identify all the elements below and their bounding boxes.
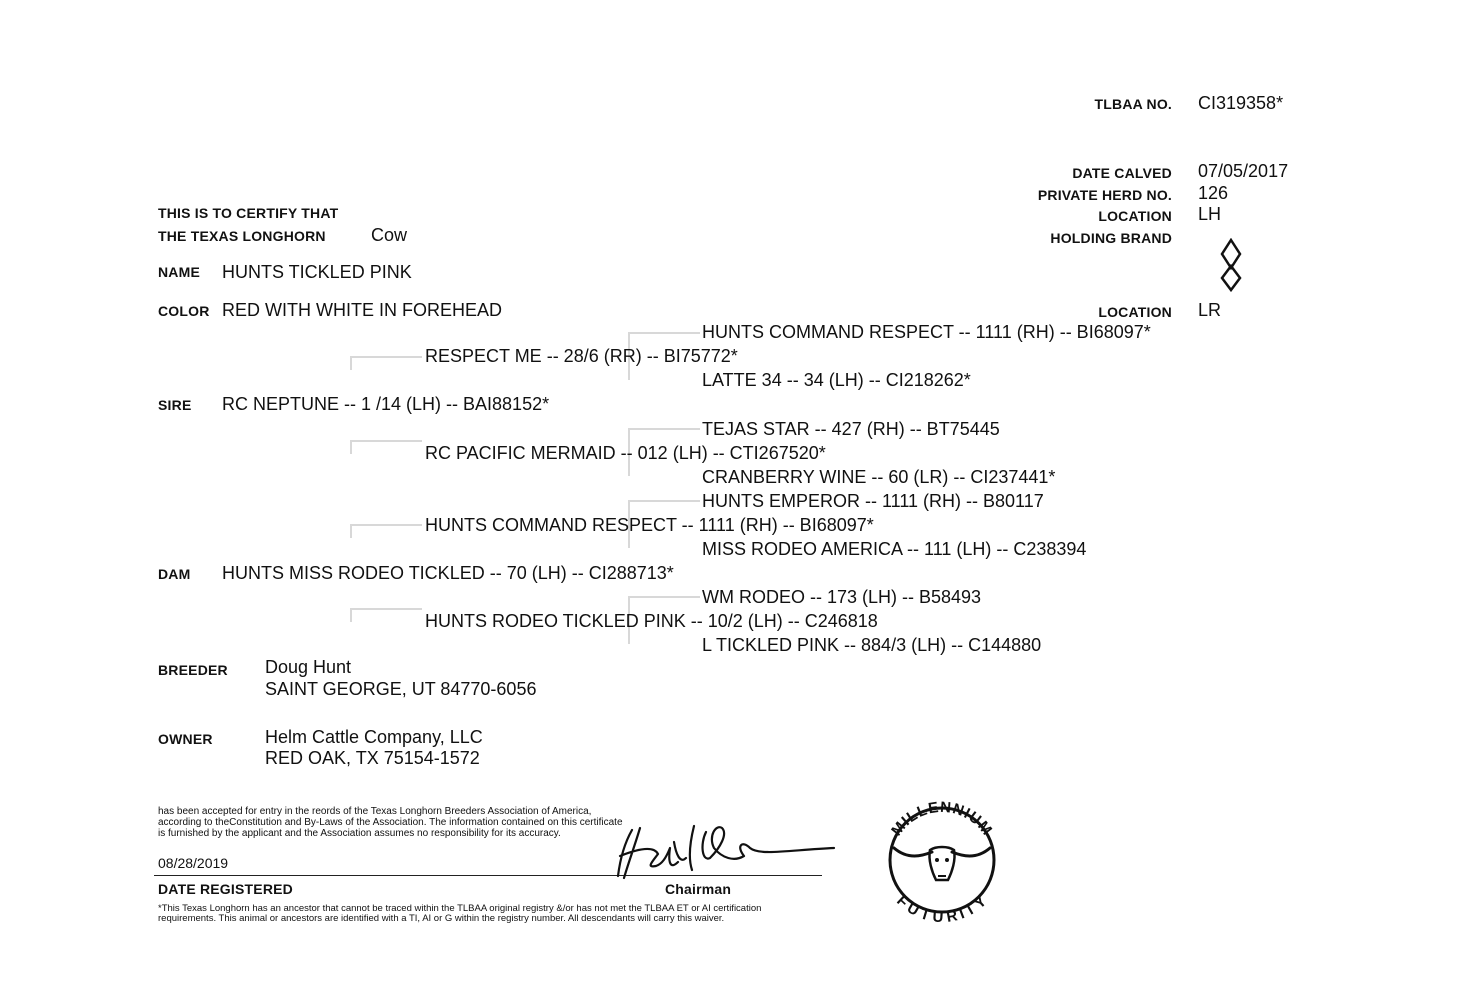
date-calved-label: DATE CALVED — [1072, 165, 1172, 181]
sire-label: SIRE — [158, 397, 192, 413]
tlbaa-no-label: TLBAA NO. — [1094, 96, 1172, 112]
breeder-label: BREEDER — [158, 662, 228, 678]
animal-sex: Cow — [371, 225, 408, 245]
waiver-note-line-2: requirements. This animal or ancestors are identified with a TI, AI or G within the registry number. All descendants will carry this waiver. — [158, 913, 725, 924]
seal-bottom-text: FUTURITY — [893, 892, 991, 927]
chairman-signature-icon — [610, 818, 840, 882]
sire-sire-dam: LATTE 34 -- 34 (LH) -- CI218262* — [702, 370, 971, 390]
date-registered-value: 08/28/2019 — [158, 855, 229, 871]
dam-sire-sire: HUNTS EMPEROR -- 1111 (RH) -- B80117 — [702, 491, 1044, 511]
certify-line-1: THIS IS TO CERTIFY THAT — [158, 205, 339, 221]
pedigree-connector — [350, 524, 422, 538]
pedigree-connector — [350, 356, 422, 370]
location-label: LOCATION — [1098, 208, 1172, 224]
tlbaa-no-value: CI319358* — [1198, 93, 1284, 113]
sire-dam-sire: TEJAS STAR -- 427 (RH) -- BT75445 — [702, 419, 1000, 439]
holding-brand-mark-icon — [1218, 238, 1244, 294]
animal-name: HUNTS TICKLED PINK — [222, 262, 412, 282]
location2-label: LOCATION — [1098, 304, 1172, 320]
dam-dam-sire: WM RODEO -- 173 (LH) -- B58493 — [702, 587, 982, 607]
owner-label: OWNER — [158, 731, 213, 747]
sire-sire: RESPECT ME -- 28/6 (RR) -- BI75772* — [425, 346, 738, 366]
acceptance-line-1: has been accepted for entry in the reords of the Texas Longhorn Breeders Association of America, — [158, 806, 592, 817]
dam-dam-dam: L TICKLED PINK -- 884/3 (LH) -- C144880 — [702, 635, 1042, 655]
acceptance-line-2: according to theConstitution and By-Laws of the Association. The information contained on this certificate — [158, 817, 623, 828]
dam-dam: HUNTS RODEO TICKLED PINK -- 10/2 (LH) -- C246818 — [425, 611, 878, 631]
location-value: LH — [1198, 204, 1222, 224]
seal-top-text: MILLENNIUM — [888, 798, 996, 840]
location2-value: LR — [1198, 300, 1222, 320]
sire: RC NEPTUNE -- 1 /14 (LH) -- BAI88152* — [222, 394, 550, 414]
certify-line-2: THE TEXAS LONGHORN — [158, 228, 326, 244]
breeder-name: Doug Hunt — [265, 657, 352, 677]
sire-dam-dam: CRANBERRY WINE -- 60 (LR) -- CI237441* — [702, 467, 1056, 487]
sire-dam: RC PACIFIC MERMAID -- 012 (LH) -- CTI267520* — [425, 443, 826, 463]
dam: HUNTS MISS RODEO TICKLED -- 70 (LH) -- CI288713* — [222, 563, 674, 583]
color-label: COLOR — [158, 303, 210, 319]
private-herd-label: PRIVATE HERD NO. — [1037, 187, 1172, 203]
millennium-futurity-seal-icon — [872, 790, 1012, 930]
name-label: NAME — [158, 264, 201, 280]
dam-sire-dam: MISS RODEO AMERICA -- 111 (LH) -- C238394 — [702, 539, 1087, 559]
holding-brand-label: HOLDING BRAND — [1050, 230, 1172, 246]
waiver-note-line-1: *This Texas Longhorn has an ancestor that cannot be traced within the TLBAA original registry &/or has not met the TLBAA ET or AI certification — [158, 903, 762, 914]
owner-address: RED OAK, TX 75154-1572 — [265, 748, 480, 768]
dam-sire: HUNTS COMMAND RESPECT -- 1111 (RH) -- BI68097* — [425, 515, 874, 535]
svg-text:MILLENNIUM — [888, 799, 996, 839]
date-calved-value: 07/05/2017 — [1198, 161, 1289, 181]
owner-name: Helm Cattle Company, LLC — [265, 727, 483, 747]
pedigree-connector — [350, 440, 422, 454]
breeder-address: SAINT GEORGE, UT 84770-6056 — [265, 679, 537, 699]
pedigree-connector — [350, 608, 422, 622]
chairman-label: Chairman — [665, 881, 732, 897]
sire-sire-sire: HUNTS COMMAND RESPECT -- 1111 (RH) -- BI68097* — [702, 322, 1151, 342]
animal-color: RED WITH WHITE IN FOREHEAD — [222, 300, 502, 320]
acceptance-line-3: is furnished by the applicant and the Association assumes no responsibility for its accuracy. — [158, 828, 561, 839]
dam-label: DAM — [158, 566, 191, 582]
private-herd-value: 126 — [1198, 183, 1229, 203]
svg-text:FUTURITY — [893, 892, 990, 926]
date-registered-label: DATE REGISTERED — [158, 881, 293, 897]
